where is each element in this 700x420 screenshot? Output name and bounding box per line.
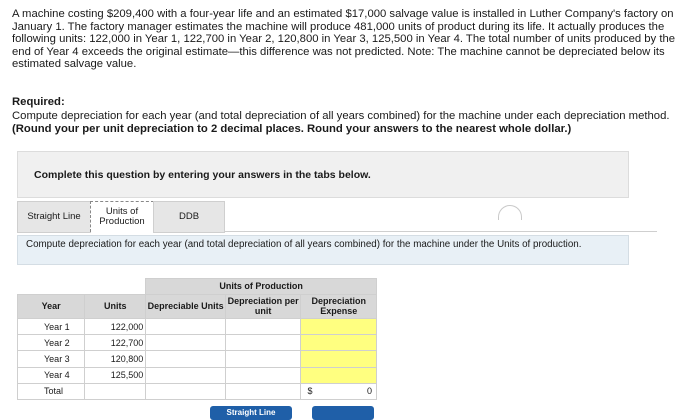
col-header-depreciable-units: Depreciable Units [146,294,226,318]
table-row [18,351,377,367]
units-value: 120,800 [85,351,146,367]
tab-ddb[interactable]: DDB [153,201,225,233]
panel-text: Complete this question by entering your answers in the tabs below. [34,169,371,181]
table-row [18,367,377,383]
tab-instruction-box [17,235,629,265]
year-label: Year 2 [18,335,85,351]
total-currency: $ [307,386,313,397]
depreciation-table [17,278,377,400]
expense-input[interactable] [301,351,377,367]
tab-units-of-production[interactable]: Units of Production [90,201,154,232]
units-value: 125,500 [85,367,146,383]
depreciable-units-input[interactable] [146,367,226,383]
year-label: Year 3 [18,351,85,367]
depreciable-units-input[interactable] [146,318,226,334]
problem-text: A machine costing $209,400 with a four-year life and an estimated $17,000 salvage value is installed in Luther Company's factory on January 1. The factory manager estimates the machine will produce 481,000 units of product during its life. It actually produces the following units: 122,000 in Year 1, 122,700 in Year 2, 120,800 in Year 3, 125,500 in Year 4. The total number of units produced by the end of Year 4 exceeds the original estimate—this difference was not predicted. Note: The machine cannot be depreciated below its estimated salvage value. [12,8,676,71]
tab-instruction: Compute depreciation for each year (and total depreciation of all years combined) for the machine under the Units of production. [26,239,582,250]
per-unit-input[interactable] [225,335,301,351]
blank-cell [85,383,146,399]
col-header-year: Year [18,294,85,318]
expense-input[interactable] [301,367,377,383]
tab-straight-line[interactable]: Straight Line [17,201,91,233]
instruction-panel [17,151,629,198]
next-tab-button[interactable] [312,406,374,420]
tab-bar [17,201,657,233]
year-label: Year 1 [18,318,85,334]
blank-cell [85,279,146,295]
blank-cell [146,383,226,399]
per-unit-input[interactable] [225,367,301,383]
total-label: Total [18,383,85,399]
total-value: 0 [366,386,372,397]
expense-input[interactable] [301,335,377,351]
tab-divider [224,231,657,232]
per-unit-input[interactable] [225,318,301,334]
year-label: Year 4 [18,367,85,383]
depreciable-units-input[interactable] [146,335,226,351]
units-value: 122,000 [85,318,146,334]
depreciable-units-input[interactable] [146,351,226,367]
prev-tab-label: Straight Line [226,408,276,417]
required-instruction: Compute depreciation for each year (and total depreciation of all years combined) for the machine under each depreciation method. [12,110,670,122]
expense-input[interactable] [301,318,377,334]
required-heading: Required: [12,96,65,108]
table-row-total [18,383,377,399]
per-unit-input[interactable] [225,351,301,367]
col-header-expense: Depreciation Expense [301,294,377,318]
table-row [18,318,377,334]
col-header-units: Units [85,294,146,318]
group-header: Units of Production [146,279,377,295]
col-header-per-unit: Depreciation per unit [225,294,301,318]
blank-cell [225,383,301,399]
prev-tab-button[interactable] [210,406,292,420]
blank-cell [18,279,85,295]
total-expense [301,383,377,399]
rounding-instruction: (Round your per unit depreciation to 2 decimal places. Round your answers to the nearest whole dollar.) [12,123,572,135]
table-row [18,335,377,351]
units-value: 122,700 [85,335,146,351]
